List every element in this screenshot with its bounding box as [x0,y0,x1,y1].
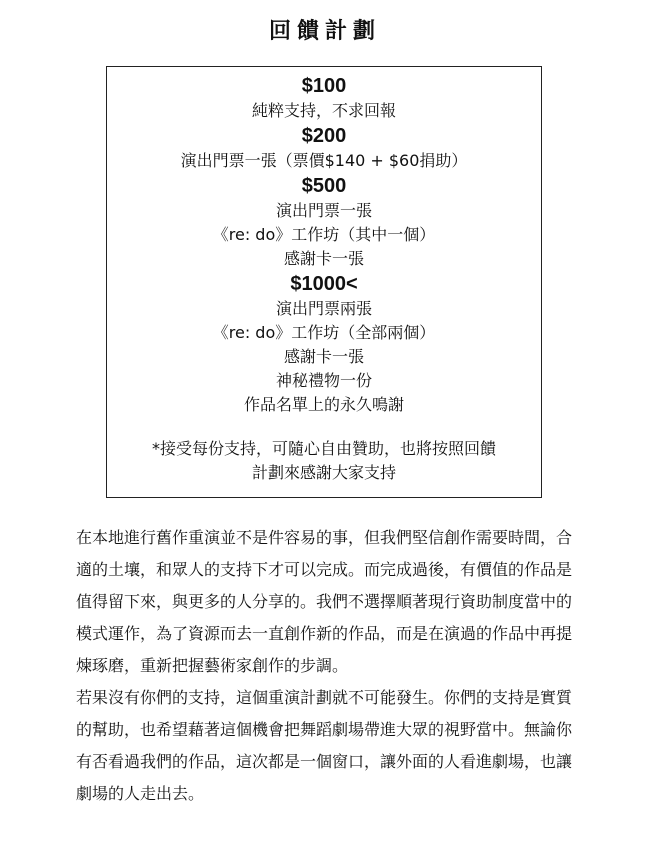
tier-reward-list [107,149,541,173]
tier-block [107,173,541,271]
tier-reward-list [107,297,541,417]
tier-reward-item: 感謝卡一張 [283,347,364,366]
tier-block [107,123,541,173]
tiers-container [107,67,541,417]
tier-reward-item: 純粹支持，不求回報 [251,101,396,120]
tier-reward-item: 感謝卡一張 [283,249,364,268]
tier-reward-item: 《re: do》工作坊（其中一個） [212,225,436,244]
tier-reward-item: 作品名單上的永久鳴謝 [243,395,404,414]
reward-tiers-box [106,66,542,498]
tier-reward-list [107,199,541,271]
paragraph-1: 在本地進行舊作重演並不是件容易的事，但我們堅信創作需要時間，合適的土壤，和眾人的支持下才可以完成。而完成過後，有價值的作品是值得留下來，與更多的人分享的。我們不選擇順著現行資助制度當中的模式運作，為了資源而去一直創作新的作品，而是在演過的作品中再提煉琢磨，重新把握藝術家創作的步調。 [76,528,573,675]
tier-price: $200 [301,125,347,147]
tier-reward-item: 《re: do》工作坊（全部兩個） [212,323,436,342]
tier-price: $1000< [290,273,358,295]
tier-reward-item: 演出門票一張（票價$140 + $60捐助） [180,151,468,170]
support-note-line-1: *接受每份支持，可隨心自由贊助，也將按照回饋 [151,439,496,458]
page-title: 回饋計劃 [268,19,381,44]
tier-reward-list [107,99,541,123]
tier-reward-item: 演出門票一張 [275,201,372,220]
tier-price: $100 [301,75,347,97]
tier-reward-item: 神秘禮物一份 [275,371,372,390]
body-text [76,522,584,810]
tier-price: $500 [301,175,347,197]
tier-block [107,73,541,123]
tier-reward-item: 演出門票兩張 [275,299,372,318]
support-note [107,437,541,485]
paragraph-2: 若果沒有你們的支持，這個重演計劃就不可能發生。你們的支持是實質的幫助，也希望藉著這個機會把舞蹈劇場帶進大眾的視野當中。無論你有否看過我們的作品，這次都是一個窗口，讓外面的人看進劇場，也讓劇場的人走出去。 [76,688,573,803]
tier-block [107,271,541,417]
support-note-line-2: 計劃來感謝大家支持 [251,463,396,482]
